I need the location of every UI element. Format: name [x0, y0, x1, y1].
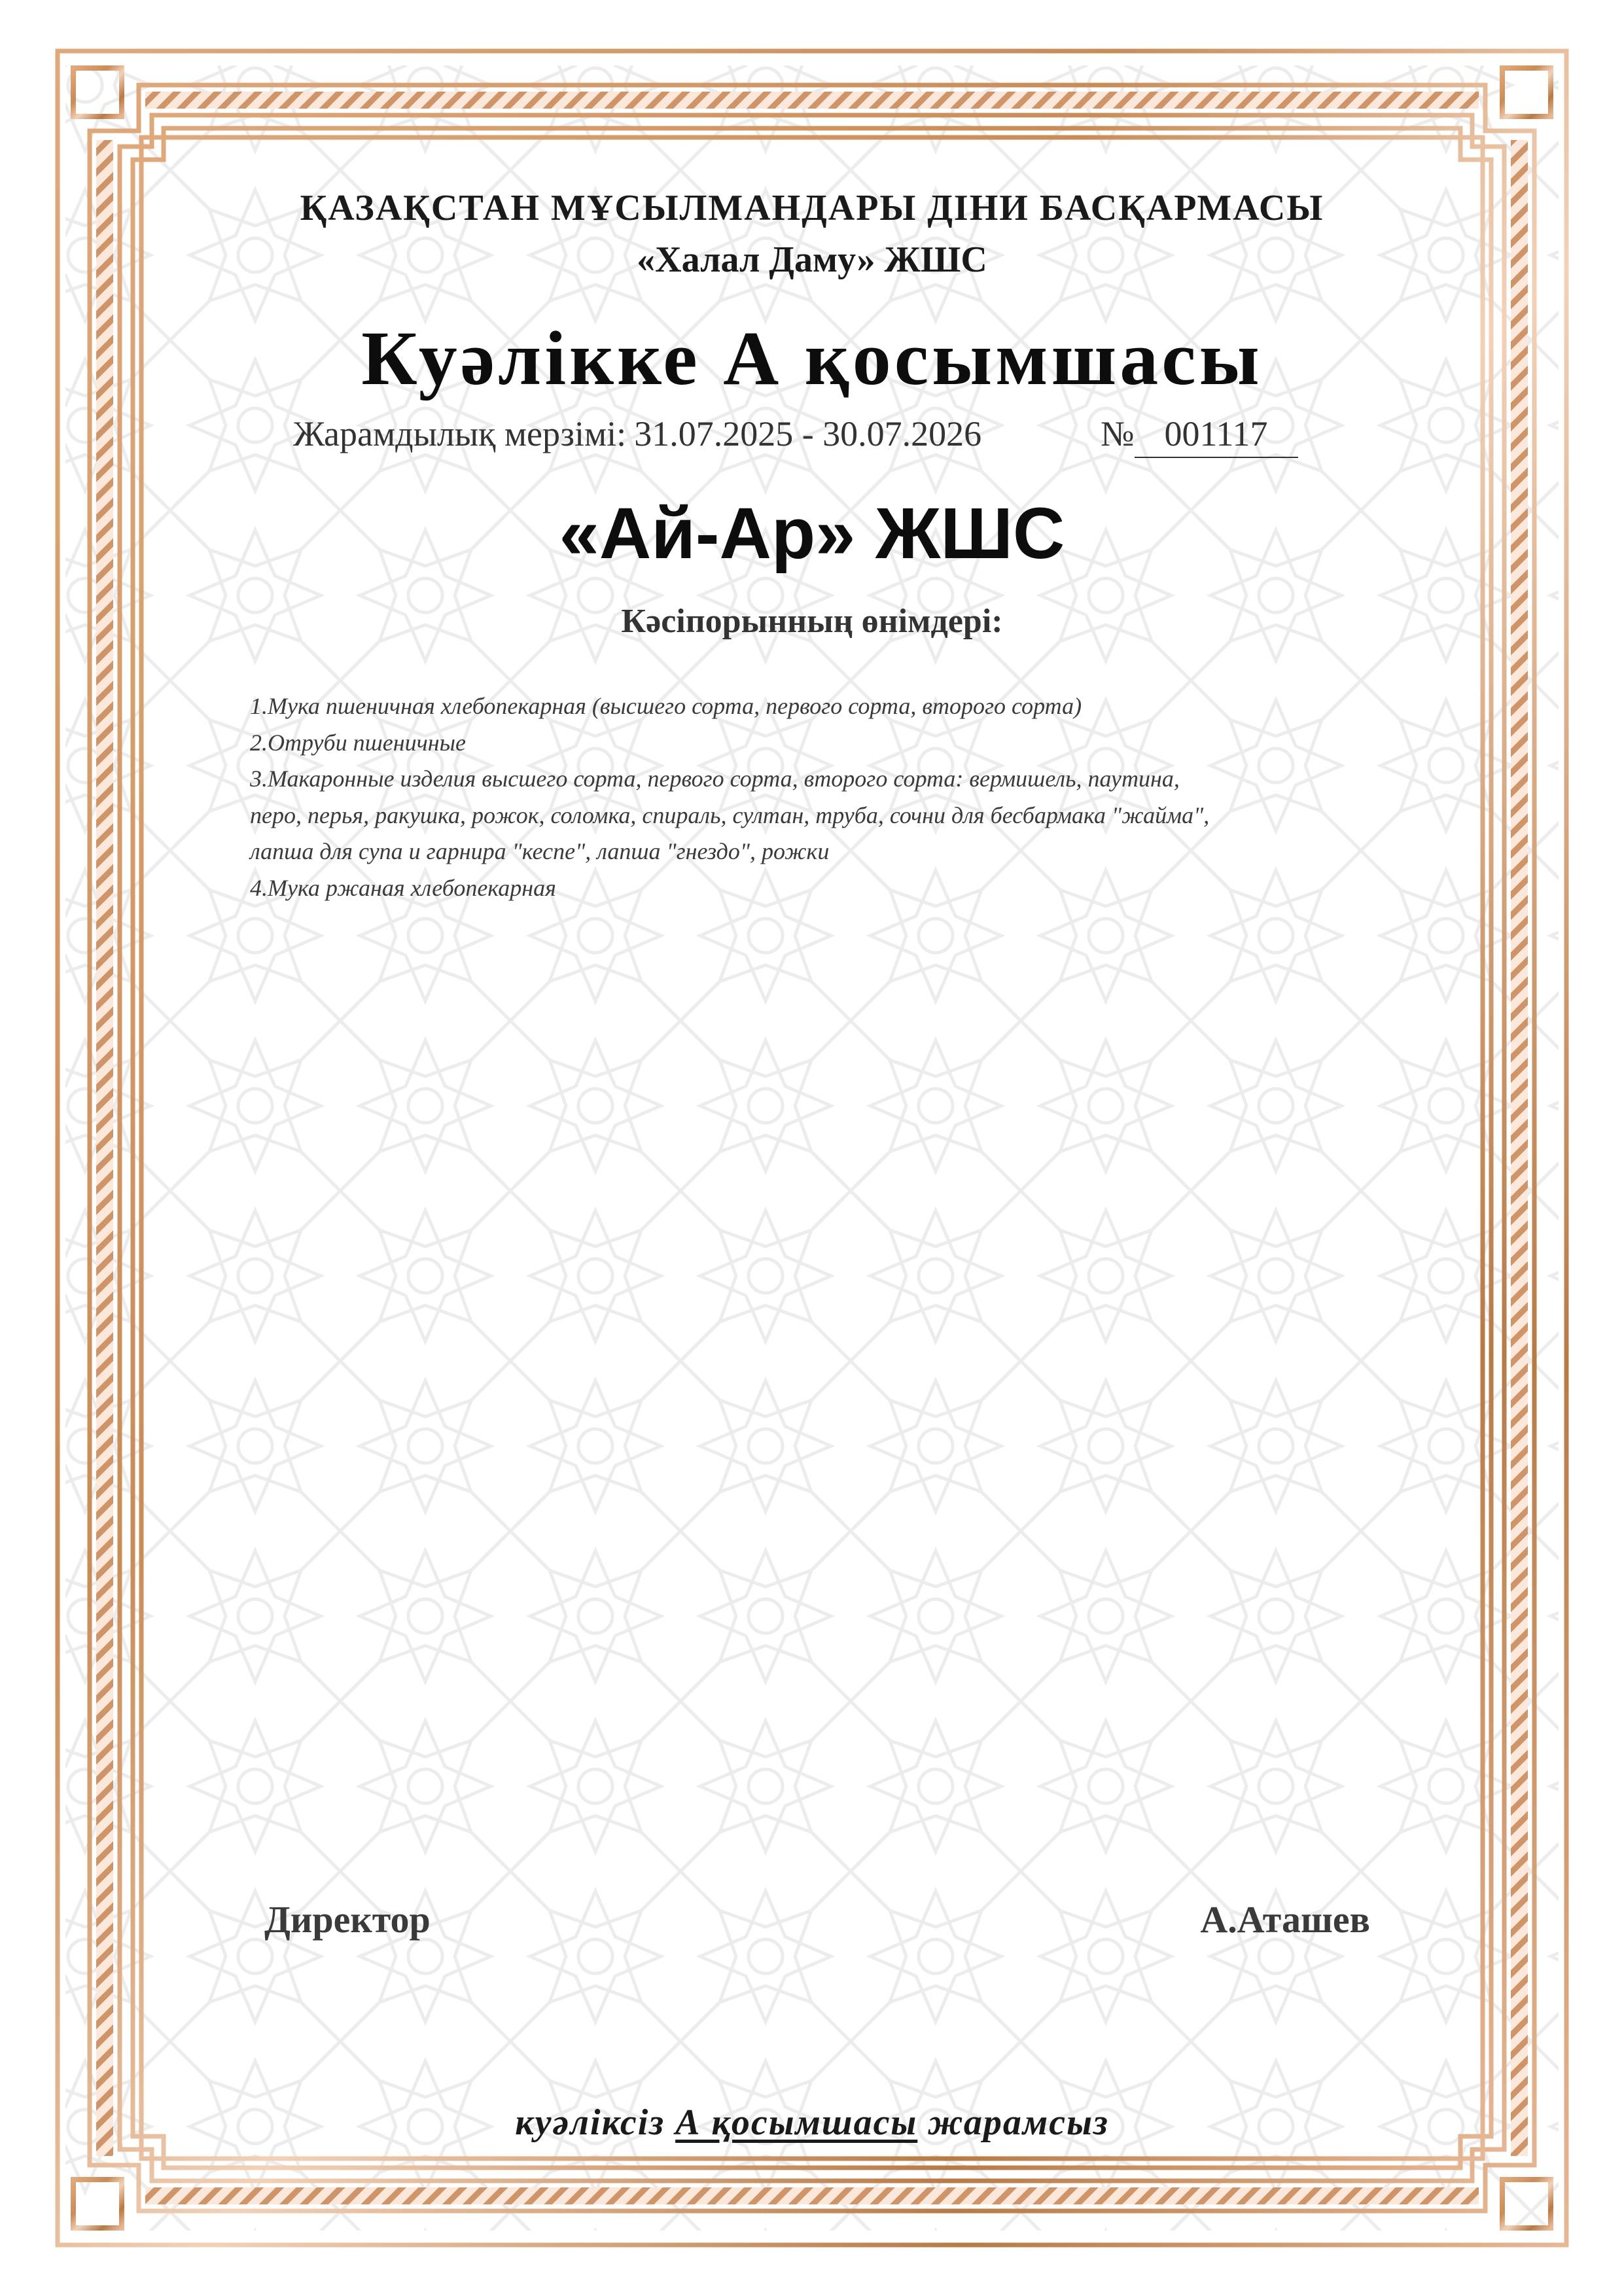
- certificate-number: [1101, 414, 1298, 458]
- footer-before: куәліксіз: [515, 2102, 665, 2143]
- validity-range: 31.07.2025 - 30.07.2026: [634, 414, 982, 453]
- organization-name: ҚАЗАҚСТАН МҰСЫЛМАНДАРЫ ДІНИ БАСҚАРМАСЫ: [300, 188, 1324, 228]
- footer-after: жарамсыз: [928, 2102, 1109, 2143]
- footer-underlined: А қосымшасы: [675, 2102, 918, 2143]
- product-line: перо, перья, ракушка, рожок, соломка, спираль, султан, труба, сочни для бесбармака "жайма",: [250, 802, 1210, 828]
- company-name: «Ай-Ар» ЖШС: [559, 493, 1065, 574]
- product-line: лапша для супа и гарнира "кеспе", лапша "гнездо", рожки: [250, 838, 830, 864]
- director-title: Директор: [264, 1898, 431, 1941]
- number-sign: №: [1101, 414, 1135, 453]
- product-line: 2.Отруби пшеничные: [250, 729, 467, 756]
- number-value: 001117: [1135, 414, 1298, 458]
- validity-label: Жарамдылық мерзімі:: [293, 414, 627, 453]
- director-name: А.Аташев: [1200, 1898, 1370, 1941]
- product-line: 4.Мука ржаная хлебопекарная: [250, 874, 556, 901]
- suborganization-name: «Халал Даму» ЖШС: [637, 239, 987, 280]
- product-line: 3.Макаронные изделия высшего сорта, первого сорта, второго сорта: вермишель, паутина,: [250, 766, 1180, 792]
- footer-note: [0, 2102, 1624, 2144]
- products-list: [250, 688, 1395, 906]
- validity-period: [293, 414, 981, 454]
- products-heading: Кәсіпорынның өнімдері:: [621, 603, 1003, 640]
- product-line: 1.Мука пшеничная хлебопекарная (высшего сорта, первого сорта, второго сорта): [250, 693, 1082, 719]
- document-title: Куәлікке А қосымшасы: [361, 315, 1263, 401]
